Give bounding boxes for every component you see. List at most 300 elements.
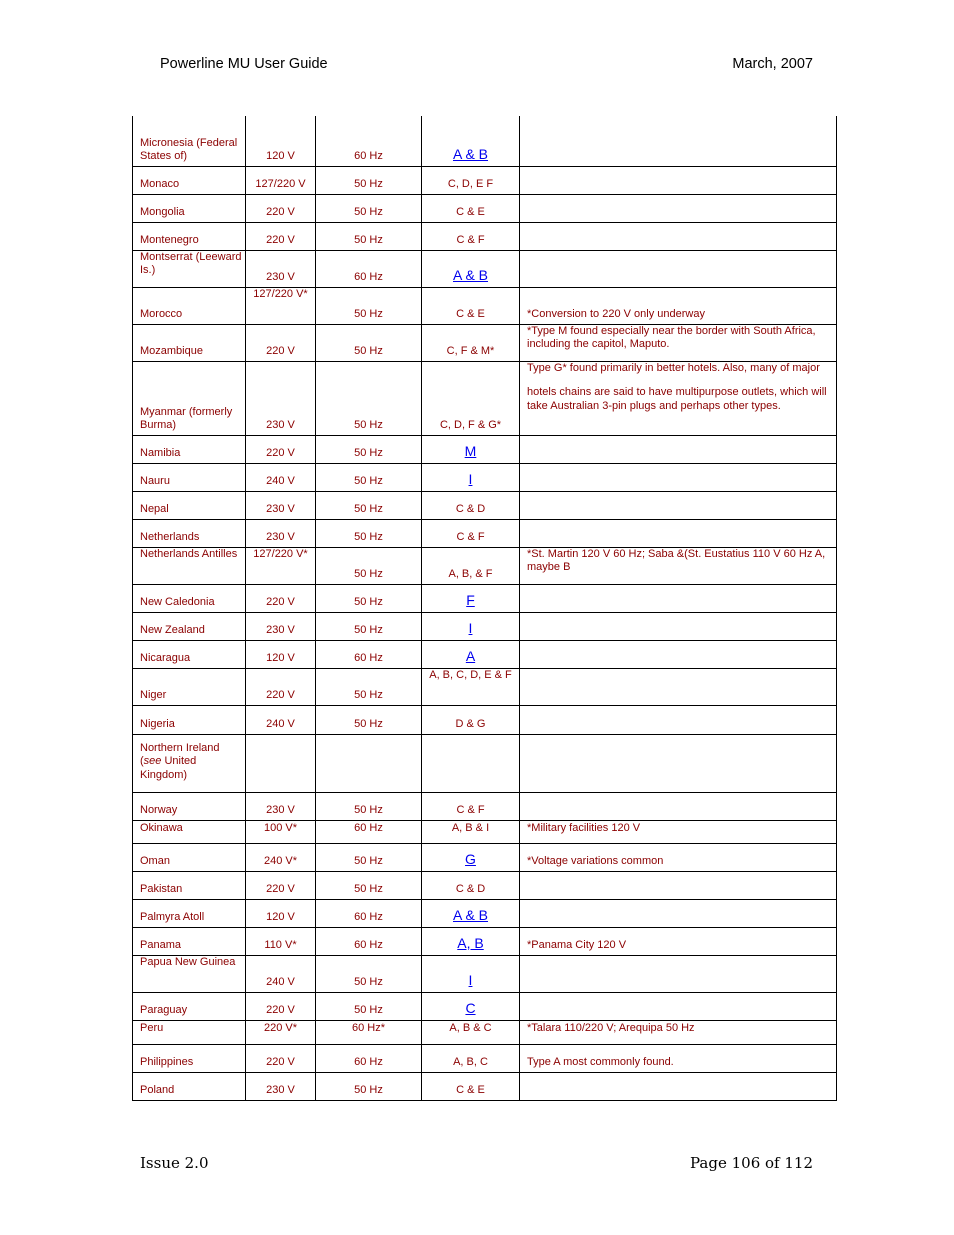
note-text: *Conversion to 220 V only underway	[527, 308, 705, 320]
country-name: Morocco	[140, 308, 183, 320]
voltage-cell	[246, 955, 316, 992]
notes-cell	[520, 287, 837, 324]
voltage-cell	[246, 250, 316, 287]
frequency-value: 60 Hz	[354, 821, 383, 834]
notes-cell	[520, 491, 837, 519]
frequency-cell	[316, 668, 422, 705]
note-text: *St. Martin 120 V 60 Hz; Saba &(St. Eustatius 110 V 60 Hz A, maybe B	[527, 547, 826, 573]
notes-cell	[520, 955, 837, 992]
country-cell	[133, 287, 246, 324]
notes-cell	[520, 116, 837, 166]
frequency-value: 50 Hz	[354, 855, 383, 867]
country-name: Philippines	[140, 1056, 194, 1068]
table-row	[133, 463, 837, 491]
voltage-value: 220 V	[266, 689, 295, 701]
table-row	[133, 927, 837, 955]
voltage-cell	[246, 927, 316, 955]
voltage-cell	[246, 640, 316, 668]
table-row	[133, 843, 837, 871]
table-row	[133, 871, 837, 899]
voltage-cell	[246, 820, 316, 843]
note-text: *Talara 110/220 V; Arequipa 50 Hz	[527, 1021, 695, 1034]
plug-cell	[422, 547, 520, 584]
voltage-cell	[246, 992, 316, 1020]
notes-cell	[520, 820, 837, 843]
table-row	[133, 250, 837, 287]
country-name: Netherlands Antilles	[140, 547, 238, 560]
country-cell	[133, 491, 246, 519]
country-name: Mongolia	[140, 206, 185, 218]
note-text: Type A most commonly found.	[527, 1056, 674, 1068]
plug-type: C & F	[456, 234, 485, 246]
frequency-value: 60 Hz	[354, 1056, 383, 1068]
country-cell	[133, 547, 246, 584]
plug-type-link[interactable]: M	[464, 443, 477, 459]
frequency-value: 50 Hz	[354, 531, 383, 543]
table-row	[133, 116, 837, 166]
country-name: Okinawa	[140, 821, 183, 834]
voltage-value: 220 V	[266, 234, 295, 246]
frequency-cell	[316, 519, 422, 547]
frequency-value: 50 Hz	[354, 568, 383, 580]
voltage-value: 120 V	[266, 911, 295, 923]
country-name: Nigeria	[140, 718, 175, 730]
plug-cell	[422, 927, 520, 955]
country-name: Nauru	[140, 475, 170, 487]
country-name: Poland	[140, 1084, 175, 1096]
table-row	[133, 1020, 837, 1044]
country-cell	[133, 116, 246, 166]
plug-cell	[422, 734, 520, 792]
frequency-cell	[316, 1020, 422, 1044]
frequency-value: 50 Hz	[354, 1004, 383, 1016]
frequency-value: 50 Hz	[354, 883, 383, 895]
notes-cell	[520, 843, 837, 871]
country-cell	[133, 1072, 246, 1100]
see-target: United Kingdom)	[140, 755, 197, 781]
voltage-cell	[246, 194, 316, 222]
plug-cell	[422, 1044, 520, 1072]
plug-type: A, B, C	[453, 1056, 488, 1068]
plug-cell	[422, 992, 520, 1020]
plug-type-link[interactable]: A	[465, 648, 476, 664]
country-cell	[133, 1020, 246, 1044]
table-row	[133, 361, 837, 435]
frequency-value: 50 Hz	[354, 308, 383, 320]
notes-cell	[520, 166, 837, 194]
header-date: March, 2007	[732, 56, 813, 72]
frequency-cell	[316, 871, 422, 899]
country-name: Oman	[140, 855, 170, 867]
plug-cell	[422, 955, 520, 992]
country-name: Norway	[140, 804, 178, 816]
frequency-cell	[316, 792, 422, 820]
frequency-value: 50 Hz	[354, 1084, 383, 1096]
table-row	[133, 166, 837, 194]
notes-cell	[520, 250, 837, 287]
plug-cell	[422, 640, 520, 668]
frequency-value: 50 Hz	[354, 345, 383, 357]
country-cell	[133, 519, 246, 547]
frequency-cell	[316, 955, 422, 992]
country-name: Mozambique	[140, 345, 203, 357]
notes-cell	[520, 222, 837, 250]
country-name: Nepal	[140, 503, 169, 515]
voltage-value: 220 V	[266, 345, 295, 357]
voltage-cell	[246, 1044, 316, 1072]
frequency-cell	[316, 463, 422, 491]
header-title: Powerline MU User Guide	[160, 56, 328, 72]
plug-type: A, B & C	[449, 1021, 492, 1034]
country-cell	[133, 992, 246, 1020]
table-row	[133, 547, 837, 584]
frequency-cell	[316, 287, 422, 324]
voltage-value: 127/220 V*	[253, 287, 308, 300]
plug-cell	[422, 491, 520, 519]
notes-cell	[520, 361, 837, 435]
plug-cell	[422, 222, 520, 250]
table-row	[133, 1044, 837, 1072]
voltage-cell	[246, 612, 316, 640]
voltage-cell	[246, 871, 316, 899]
country-cell	[133, 166, 246, 194]
country-cell	[133, 734, 246, 792]
voltage-value: 230 V	[266, 271, 295, 283]
voltage-value: 230 V	[266, 531, 295, 543]
paren-open: (	[140, 755, 144, 768]
country-name: Paraguay	[140, 1004, 188, 1016]
plug-cell	[422, 705, 520, 734]
table-row	[133, 491, 837, 519]
plug-cell	[422, 463, 520, 491]
frequency-cell	[316, 116, 422, 166]
frequency-cell	[316, 612, 422, 640]
notes-cell	[520, 547, 837, 584]
table-row	[133, 612, 837, 640]
country-cell	[133, 668, 246, 705]
voltage-cell	[246, 584, 316, 612]
frequency-cell	[316, 927, 422, 955]
notes-cell	[520, 927, 837, 955]
voltage-cell	[246, 324, 316, 361]
country-name: New Caledonia	[140, 596, 215, 608]
voltage-cell	[246, 668, 316, 705]
note-text: *Military facilities 120 V	[527, 821, 641, 834]
plug-cell	[422, 612, 520, 640]
country-name: Montenegro	[140, 234, 199, 246]
frequency-cell	[316, 584, 422, 612]
frequency-cell	[316, 250, 422, 287]
country-cell	[133, 843, 246, 871]
frequency-value: 50 Hz	[354, 624, 383, 636]
voltage-cell	[246, 166, 316, 194]
voltage-cell	[246, 734, 316, 792]
voltage-value: 240 V	[266, 976, 295, 988]
frequency-cell	[316, 1044, 422, 1072]
frequency-cell	[316, 899, 422, 927]
frequency-value: 50 Hz	[354, 689, 383, 701]
country-name: Monaco	[140, 178, 180, 190]
plug-cell	[422, 1072, 520, 1100]
plug-type-link[interactable]: I	[468, 620, 473, 636]
plug-type: D & G	[455, 718, 486, 730]
voltage-cell	[246, 1072, 316, 1100]
frequency-cell	[316, 547, 422, 584]
plug-cell	[422, 166, 520, 194]
notes-cell	[520, 435, 837, 463]
frequency-value: 50 Hz	[354, 596, 383, 608]
voltage-cell	[246, 843, 316, 871]
country-cell	[133, 871, 246, 899]
frequency-cell	[316, 640, 422, 668]
plug-cell	[422, 899, 520, 927]
country-name: Northern Ireland	[140, 741, 220, 754]
table-row	[133, 640, 837, 668]
frequency-cell	[316, 734, 422, 792]
notes-cell	[520, 668, 837, 705]
voltage-cell	[246, 222, 316, 250]
plug-type: C, D, E F	[447, 178, 494, 190]
notes-cell	[520, 1044, 837, 1072]
country-name: Peru	[140, 1021, 164, 1034]
frequency-value: 50 Hz	[354, 804, 383, 816]
notes-cell	[520, 705, 837, 734]
frequency-cell	[316, 992, 422, 1020]
voltage-value: 220 V	[266, 1056, 295, 1068]
voltage-value: 240 V	[266, 475, 295, 487]
country-cell	[133, 194, 246, 222]
country-cell	[133, 899, 246, 927]
frequency-cell	[316, 435, 422, 463]
voltage-value: 220 V	[266, 447, 295, 459]
voltage-value: 220 V	[266, 1004, 295, 1016]
plug-type-link[interactable]: F	[466, 592, 475, 608]
frequency-value: 60 Hz	[354, 939, 383, 951]
country-cell	[133, 927, 246, 955]
plug-cell	[422, 1020, 520, 1044]
note-text: *Voltage variations common	[527, 855, 664, 867]
plug-cell	[422, 361, 520, 435]
notes-cell	[520, 992, 837, 1020]
plug-type: C, F & M*	[446, 345, 495, 357]
voltage-value: 240 V*	[263, 855, 298, 867]
note-text: *Type M found especially near the border with South Africa, including the capitol, Maputo.	[527, 324, 816, 350]
frequency-cell	[316, 705, 422, 734]
country-name: Pakistan	[140, 883, 183, 895]
voltage-cell	[246, 435, 316, 463]
notes-cell	[520, 463, 837, 491]
plug-type-link[interactable]: A, B	[457, 935, 484, 951]
country-name: Myanmar (formerly Burma)	[140, 405, 233, 431]
frequency-value: 60 Hz	[354, 652, 383, 664]
frequency-value: 50 Hz	[354, 419, 383, 431]
voltage-value: 230 V	[266, 804, 295, 816]
frequency-value: 50 Hz	[354, 976, 383, 988]
frequency-cell	[316, 1072, 422, 1100]
footer-page: Page 106 of 112	[690, 1154, 813, 1172]
plug-type-link[interactable]: C	[465, 1000, 476, 1016]
table-row	[133, 194, 837, 222]
see-ref: see	[143, 755, 162, 768]
voltage-value: 220 V	[266, 206, 295, 218]
plug-type: C, D, F & G*	[439, 419, 502, 431]
country-cell	[133, 612, 246, 640]
plug-type-link[interactable]: I	[468, 972, 473, 988]
frequency-cell	[316, 820, 422, 843]
plug-type-link[interactable]: A & B	[452, 907, 489, 923]
frequency-value: 50 Hz	[354, 447, 383, 459]
voltage-value: 110 V*	[264, 939, 297, 951]
notes-cell	[520, 194, 837, 222]
table-row	[133, 435, 837, 463]
country-cell	[133, 222, 246, 250]
table-row	[133, 287, 837, 324]
country-name: Netherlands	[140, 531, 200, 543]
country-name: Palmyra Atoll	[140, 911, 205, 923]
footer-issue: Issue 2.0	[140, 1154, 209, 1172]
voltage-cell	[246, 547, 316, 584]
table-row	[133, 222, 837, 250]
plug-type: A, B, C, D, E & F	[429, 668, 512, 681]
table-row	[133, 705, 837, 734]
frequency-cell	[316, 222, 422, 250]
table-row	[133, 899, 837, 927]
frequency-value: 60 Hz	[354, 911, 383, 923]
country-name: Niger	[140, 689, 167, 701]
plug-cell	[422, 792, 520, 820]
frequency-value: 50 Hz	[354, 234, 383, 246]
notes-cell	[520, 324, 837, 361]
note-text: *Panama City 120 V	[527, 939, 627, 951]
frequency-value: 50 Hz	[354, 178, 383, 190]
plug-cell	[422, 250, 520, 287]
frequency-value: 60 Hz	[354, 150, 383, 162]
frequency-cell	[316, 194, 422, 222]
country-cell	[133, 820, 246, 843]
plug-cell	[422, 287, 520, 324]
plug-type: C & E	[456, 1084, 485, 1096]
voltage-value: 120 V	[266, 150, 295, 162]
voltage-value: 220 V	[266, 596, 295, 608]
table-row	[133, 1072, 837, 1100]
voltage-value: 100 V*	[263, 821, 298, 834]
frequency-cell	[316, 324, 422, 361]
electricity-table	[132, 116, 837, 1101]
table-row	[133, 519, 837, 547]
voltage-value: 240 V	[266, 718, 295, 730]
plug-type: A, B, & F	[448, 568, 493, 580]
note-text: Type G* found primarily in better hotels. Also, many of major	[527, 361, 820, 374]
notes-cell	[520, 519, 837, 547]
voltage-cell	[246, 792, 316, 820]
plug-cell	[422, 435, 520, 463]
table-row	[133, 668, 837, 705]
plug-type: C & E	[456, 206, 485, 218]
plug-type: C & D	[455, 883, 486, 895]
table-row	[133, 792, 837, 820]
frequency-cell	[316, 361, 422, 435]
country-name: Micronesia (Federal States of)	[140, 136, 238, 162]
voltage-value: 230 V	[266, 419, 295, 431]
plug-type-link[interactable]: A & B	[452, 267, 489, 283]
country-cell	[133, 324, 246, 361]
notes-cell	[520, 871, 837, 899]
plug-cell	[422, 820, 520, 843]
voltage-cell	[246, 519, 316, 547]
notes-cell	[520, 640, 837, 668]
country-name: Namibia	[140, 447, 181, 459]
voltage-value: 120 V	[266, 652, 295, 664]
frequency-value: 60 Hz*	[351, 1021, 386, 1034]
plug-cell	[422, 116, 520, 166]
table-row	[133, 955, 837, 992]
frequency-value: 50 Hz	[354, 718, 383, 730]
frequency-value: 60 Hz	[354, 271, 383, 283]
voltage-value: 230 V	[266, 1084, 295, 1096]
voltage-cell	[246, 116, 316, 166]
plug-type-link[interactable]: G	[465, 851, 476, 867]
voltage-cell	[246, 899, 316, 927]
plug-type-link[interactable]: A & B	[452, 146, 489, 162]
plug-type: C & F	[456, 531, 485, 543]
frequency-cell	[316, 491, 422, 519]
country-cell	[133, 955, 246, 992]
voltage-cell	[246, 287, 316, 324]
frequency-cell	[316, 843, 422, 871]
plug-type: C & E	[456, 308, 485, 320]
plug-cell	[422, 194, 520, 222]
country-cell	[133, 792, 246, 820]
country-cell	[133, 435, 246, 463]
plug-type-link[interactable]: I	[468, 471, 473, 487]
frequency-value: 50 Hz	[354, 206, 383, 218]
country-name: Papua New Guinea	[140, 955, 236, 968]
voltage-value: 220 V*	[263, 1021, 298, 1034]
notes-cell	[520, 612, 837, 640]
country-cell	[133, 584, 246, 612]
voltage-cell	[246, 361, 316, 435]
table-row	[133, 992, 837, 1020]
voltage-value: 220 V	[266, 883, 295, 895]
plug-type: C & F	[456, 804, 485, 816]
voltage-value: 127/220 V	[255, 178, 306, 190]
country-name: Panama	[140, 939, 181, 951]
voltage-cell	[246, 463, 316, 491]
voltage-cell	[246, 705, 316, 734]
country-name: Montserrat (Leeward Is.)	[140, 250, 242, 276]
country-cell	[133, 705, 246, 734]
voltage-cell	[246, 491, 316, 519]
voltage-value: 127/220 V*	[253, 547, 308, 560]
plug-cell	[422, 519, 520, 547]
notes-cell	[520, 1020, 837, 1044]
notes-cell	[520, 899, 837, 927]
plug-type: A, B & I	[451, 821, 490, 834]
notes-cell	[520, 584, 837, 612]
table-row	[133, 734, 837, 792]
voltage-value: 230 V	[266, 503, 295, 515]
table-row	[133, 324, 837, 361]
plug-type: C & D	[455, 503, 486, 515]
country-cell	[133, 250, 246, 287]
country-cell	[133, 463, 246, 491]
notes-cell	[520, 734, 837, 792]
frequency-cell	[316, 166, 422, 194]
note-text-continued: hotels chains are said to have multipurpose outlets, which will take Australian 3-pin plugs and perhaps other types.	[527, 386, 827, 412]
voltage-cell	[246, 1020, 316, 1044]
plug-cell	[422, 584, 520, 612]
plug-cell	[422, 668, 520, 705]
